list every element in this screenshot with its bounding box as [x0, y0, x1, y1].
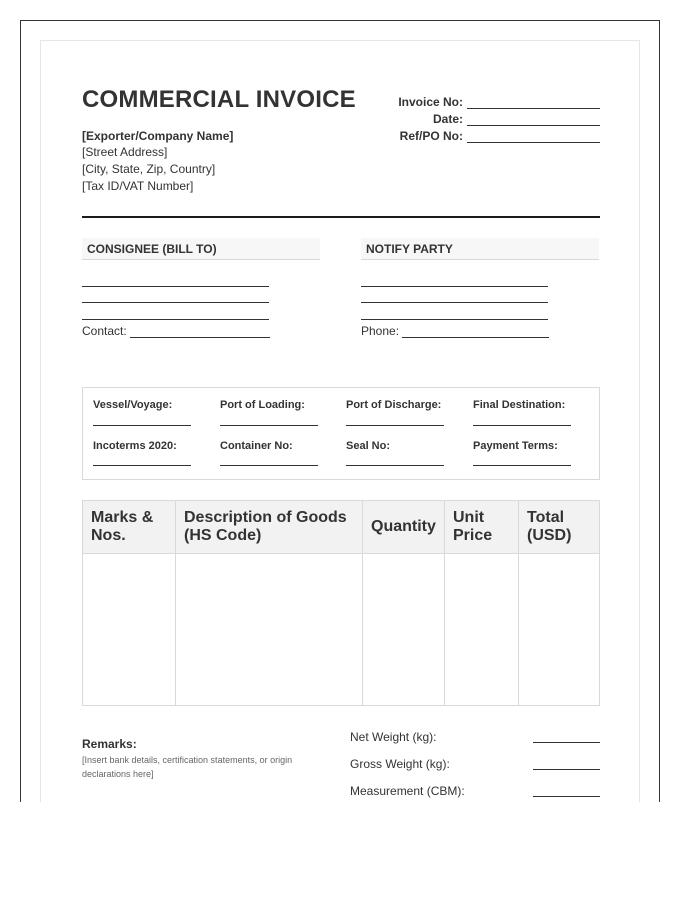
- header-quantity: Quantity: [363, 501, 445, 554]
- contact-field[interactable]: [130, 325, 270, 338]
- phone-label: Phone:: [361, 324, 400, 338]
- payment-terms-field[interactable]: [473, 465, 571, 466]
- header-total: Total (USD): [519, 501, 600, 554]
- contact-label: Contact:: [82, 324, 127, 338]
- exporter-city: [City, State, Zip, Country]: [82, 162, 216, 176]
- measurement-label: Measurement (CBM):: [350, 784, 465, 798]
- vessel-label: Vessel/Voyage:: [93, 399, 173, 411]
- port-loading-label: Port of Loading:: [220, 399, 305, 411]
- seal-label: Seal No:: [346, 440, 391, 452]
- notify-heading: NOTIFY PARTY: [361, 238, 599, 260]
- notify-phone-row: [361, 324, 549, 338]
- description-cell[interactable]: [176, 554, 363, 706]
- payment-terms-label: Payment Terms:: [473, 440, 558, 452]
- seal-field[interactable]: [346, 465, 444, 466]
- notify-line-2[interactable]: [361, 302, 548, 303]
- table-row: [83, 554, 600, 706]
- exporter-street: [Street Address]: [82, 145, 168, 159]
- table-header-row: [83, 501, 600, 554]
- document-title: COMMERCIAL INVOICE: [82, 86, 356, 113]
- goods-table: [82, 500, 600, 706]
- total-cell[interactable]: [519, 554, 600, 706]
- container-label: Container No:: [220, 440, 293, 452]
- remarks-text: [Insert bank details, certification statements, or origin declarations here]: [82, 755, 293, 779]
- port-discharge-label: Port of Discharge:: [346, 399, 442, 411]
- incoterms-label: Incoterms 2020:: [93, 440, 177, 452]
- remarks-title: Remarks:: [82, 737, 137, 751]
- consignee-line-2[interactable]: [82, 302, 269, 303]
- date-field[interactable]: [467, 113, 600, 126]
- header-unit-price: Unit Price: [445, 501, 519, 554]
- notify-line-1[interactable]: [361, 286, 548, 287]
- quantity-cell[interactable]: [363, 554, 445, 706]
- exporter-name: [Exporter/Company Name]: [82, 129, 234, 143]
- consignee-line-1[interactable]: [82, 286, 269, 287]
- invoice-no-label: Invoice No:: [398, 95, 463, 109]
- port-loading-field[interactable]: [220, 425, 318, 426]
- vessel-field[interactable]: [93, 425, 191, 426]
- final-destination-field[interactable]: [473, 425, 571, 426]
- invoice-no-field[interactable]: [467, 96, 600, 109]
- ref-label: Ref/PO No:: [399, 129, 463, 143]
- consignee-line-3[interactable]: [82, 319, 269, 320]
- net-weight-field[interactable]: [533, 742, 600, 743]
- gross-weight-label: Gross Weight (kg):: [350, 757, 450, 771]
- port-discharge-field[interactable]: [346, 425, 444, 426]
- header-marks: Marks & Nos.: [83, 501, 176, 554]
- date-label: Date:: [432, 112, 463, 126]
- header-description: Description of Goods (HS Code): [176, 501, 363, 554]
- container-field[interactable]: [220, 465, 318, 466]
- marks-cell[interactable]: [83, 554, 176, 706]
- phone-field[interactable]: [402, 325, 549, 338]
- final-destination-label: Final Destination:: [473, 399, 566, 411]
- gross-weight-field[interactable]: [533, 769, 600, 770]
- ref-row: [400, 129, 600, 143]
- consignee-contact-row: [82, 324, 270, 338]
- date-row: [433, 112, 600, 126]
- unit-price-cell[interactable]: [445, 554, 519, 706]
- ref-field[interactable]: [467, 130, 600, 143]
- consignee-heading: CONSIGNEE (BILL TO): [82, 238, 320, 260]
- notify-line-3[interactable]: [361, 319, 548, 320]
- header-divider: [82, 216, 600, 218]
- invoice-no-row: [398, 95, 600, 109]
- incoterms-field[interactable]: [93, 465, 191, 466]
- exporter-tax: [Tax ID/VAT Number]: [82, 179, 194, 193]
- net-weight-label: Net Weight (kg):: [350, 730, 437, 744]
- measurement-field[interactable]: [533, 796, 600, 797]
